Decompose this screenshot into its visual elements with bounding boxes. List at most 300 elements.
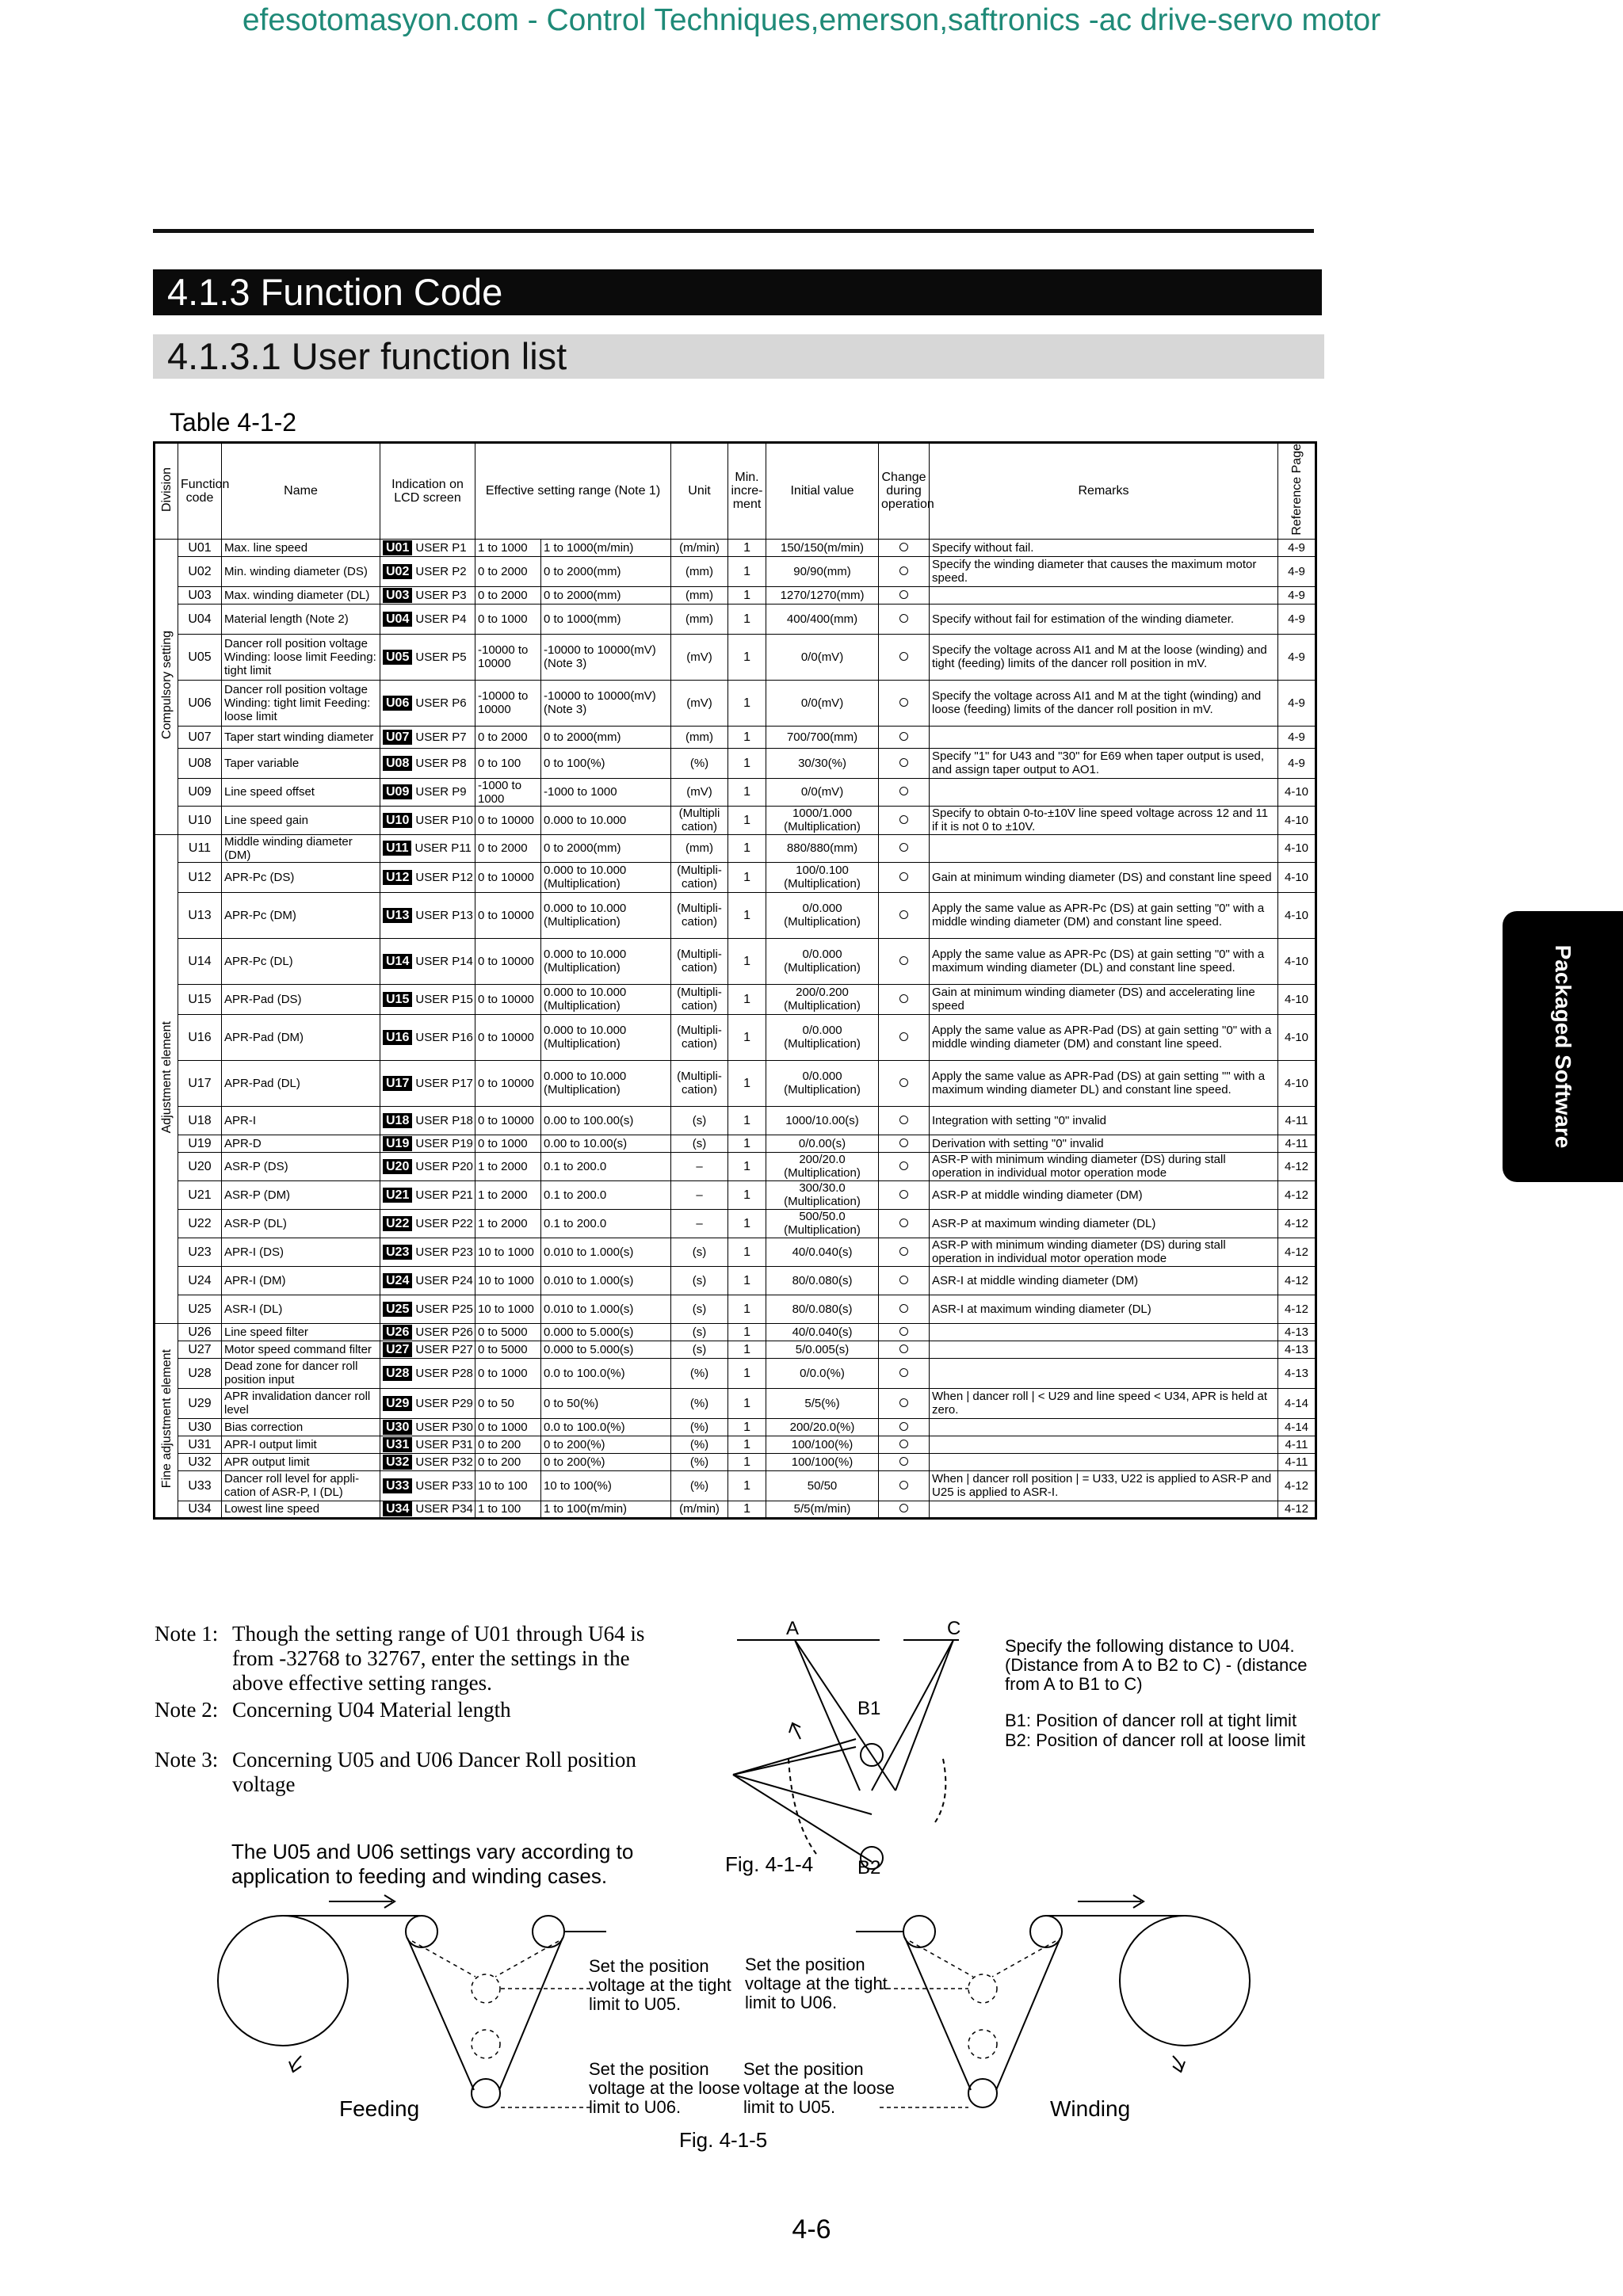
min-increment: 1 xyxy=(728,1341,766,1358)
lcd-indication xyxy=(380,1060,475,1106)
fig-4-1-4-diagram xyxy=(713,1616,1014,1878)
function-code: U24 xyxy=(178,1266,222,1295)
function-name: APR-Pad (DL) xyxy=(222,1060,380,1106)
change-during-operation xyxy=(879,1295,930,1323)
circle-mark-icon xyxy=(899,956,908,965)
remarks xyxy=(930,1323,1278,1341)
setting-range-raw: 10 to 1000 xyxy=(475,1295,541,1323)
function-code: U15 xyxy=(178,984,222,1014)
note1-text: Though the setting range of U01 through U64 is from -32768 to 32767, enter the settings in the above effective setting ranges. xyxy=(232,1622,645,1695)
table-row xyxy=(155,1341,1316,1358)
function-name: Lowest line speed xyxy=(222,1501,380,1518)
col-name: Name xyxy=(222,443,380,540)
circle-mark-icon xyxy=(899,994,908,1003)
min-increment: 1 xyxy=(728,1436,766,1453)
table-row xyxy=(155,604,1316,634)
circle-mark-icon xyxy=(899,843,908,852)
lcd-code-badge: U32 xyxy=(383,1455,412,1470)
reference-page: 4-10 xyxy=(1278,862,1316,892)
reference-page: 4-13 xyxy=(1278,1358,1316,1388)
lcd-code-badge: U31 xyxy=(383,1437,412,1452)
reference-page: 4-12 xyxy=(1278,1152,1316,1180)
lcd-text: USER P23 xyxy=(415,1245,473,1259)
change-during-operation xyxy=(879,984,930,1014)
initial-value: 0/0.000 (Multiplication) xyxy=(766,938,879,984)
fig5-tight-u05-note: Set the position voltage at the tight limit to U05. xyxy=(589,1956,731,2014)
setting-range-raw: 0 to 10000 xyxy=(475,892,541,938)
setting-range-display: 0.010 to 1.000(s) xyxy=(541,1266,671,1295)
setting-range-raw: 0 to 1000 xyxy=(475,1135,541,1152)
initial-value: 0/0.000 (Multiplication) xyxy=(766,892,879,938)
circle-mark-icon xyxy=(899,1398,908,1407)
reference-page: 4-13 xyxy=(1278,1323,1316,1341)
unit: (Multipli-cation) xyxy=(671,1014,728,1060)
change-during-operation xyxy=(879,586,930,604)
lcd-indication xyxy=(380,1418,475,1436)
remarks: Specify without fail. xyxy=(930,539,1278,556)
lcd-text: USER P18 xyxy=(415,1113,473,1127)
circle-mark-icon xyxy=(899,1138,908,1147)
table-row xyxy=(155,634,1316,680)
col-reference-page: Reference Page xyxy=(1278,443,1316,540)
min-increment: 1 xyxy=(728,892,766,938)
initial-value: 200/20.0 (Multiplication) xyxy=(766,1152,879,1180)
min-increment: 1 xyxy=(728,1014,766,1060)
min-increment: 1 xyxy=(728,1453,766,1470)
note1-label: Note 1: xyxy=(155,1622,219,1646)
lcd-code-badge: U24 xyxy=(383,1273,412,1288)
unit: (%) xyxy=(671,1388,728,1418)
min-increment: 1 xyxy=(728,862,766,892)
initial-value: 200/0.200 (Multiplication) xyxy=(766,984,879,1014)
unit: (Multipli-cation) xyxy=(671,938,728,984)
function-code: U02 xyxy=(178,556,222,586)
table-row xyxy=(155,778,1316,806)
setting-range-raw: -10000 to 10000 xyxy=(475,680,541,726)
table-row xyxy=(155,539,1316,556)
setting-range-display: 0.00 to 10.00(s) xyxy=(541,1135,671,1152)
setting-range-display: 0.1 to 200.0 xyxy=(541,1209,671,1238)
circle-mark-icon xyxy=(899,698,908,707)
col-change-during-operation: Change during operation xyxy=(879,443,930,540)
min-increment: 1 xyxy=(728,748,766,778)
remarks: Specify the voltage across AI1 and M at the tight (winding) and loose (feeding) limits of the dancer roll position in mV. xyxy=(930,680,1278,726)
setting-range-display: 0.1 to 200.0 xyxy=(541,1152,671,1180)
function-name: Middle winding diameter (DM) xyxy=(222,834,380,862)
division-fine-adjustment-element-label: Fine adjustment element xyxy=(159,1349,174,1489)
unit: (Multipli-cation) xyxy=(671,1060,728,1106)
remarks: Apply the same value as APR-Pad (DS) at gain setting "" with a maximum winding diameter DL) and constant line speed. xyxy=(930,1060,1278,1106)
initial-value: 1270/1270(mm) xyxy=(766,586,879,604)
remarks: Derivation with setting "0" invalid xyxy=(930,1135,1278,1152)
table-row xyxy=(155,1266,1316,1295)
lcd-code-badge: U10 xyxy=(383,813,412,828)
lcd-indication xyxy=(380,834,475,862)
min-increment: 1 xyxy=(728,634,766,680)
function-name: APR invalidation dancer roll level xyxy=(222,1388,380,1418)
min-increment: 1 xyxy=(728,1388,766,1418)
setting-range-display: 0 to 100(%) xyxy=(541,748,671,778)
unit: (s) xyxy=(671,1135,728,1152)
change-during-operation xyxy=(879,680,930,726)
header-rule xyxy=(153,229,1314,233)
page-number: 4-6 xyxy=(792,2214,831,2245)
remarks xyxy=(930,1341,1278,1358)
setting-range-display: -1000 to 1000 xyxy=(541,778,671,806)
lcd-indication xyxy=(380,1180,475,1209)
table-row xyxy=(155,862,1316,892)
min-increment: 1 xyxy=(728,1323,766,1341)
change-during-operation xyxy=(879,862,930,892)
lcd-code-badge: U12 xyxy=(383,870,412,885)
setting-range-raw: 0 to 200 xyxy=(475,1453,541,1470)
change-during-operation xyxy=(879,778,930,806)
setting-range-raw: 0 to 10000 xyxy=(475,984,541,1014)
unit: (s) xyxy=(671,1238,728,1266)
table-row xyxy=(155,1295,1316,1323)
table-row xyxy=(155,1106,1316,1135)
initial-value: 80/0.080(s) xyxy=(766,1295,879,1323)
lcd-text: USER P27 xyxy=(415,1342,473,1356)
min-increment: 1 xyxy=(728,938,766,984)
reference-page: 4-13 xyxy=(1278,1341,1316,1358)
circle-mark-icon xyxy=(899,910,908,919)
function-name: Taper start winding diameter xyxy=(222,726,380,748)
initial-value: 400/400(mm) xyxy=(766,604,879,634)
division-adjustment-element xyxy=(155,834,178,1323)
initial-value: 40/0.040(s) xyxy=(766,1323,879,1341)
setting-range-raw: -10000 to 10000 xyxy=(475,634,541,680)
reference-page: 4-10 xyxy=(1278,984,1316,1014)
lcd-indication xyxy=(380,778,475,806)
unit: (mm) xyxy=(671,604,728,634)
remarks: When | dancer roll | < U29 and line speed < U34, APR is held at zero. xyxy=(930,1388,1278,1418)
lcd-code-badge: U18 xyxy=(383,1113,412,1128)
initial-value: 30/30(%) xyxy=(766,748,879,778)
setting-range-raw: 10 to 1000 xyxy=(475,1266,541,1295)
setting-range-raw: 0 to 1000 xyxy=(475,604,541,634)
min-increment: 1 xyxy=(728,1358,766,1388)
setting-range-display: -10000 to 10000(mV) (Note 3) xyxy=(541,680,671,726)
reference-page: 4-10 xyxy=(1278,892,1316,938)
remarks: ASR-P with minimum winding diameter (DS) during stall operation in individual motor operation mode xyxy=(930,1152,1278,1180)
change-during-operation xyxy=(879,834,930,862)
min-increment: 1 xyxy=(728,1470,766,1501)
setting-range-raw: 0 to 5000 xyxy=(475,1323,541,1341)
table-row xyxy=(155,556,1316,586)
change-during-operation xyxy=(879,1323,930,1341)
lcd-text: USER P5 xyxy=(415,650,467,664)
lcd-text: USER P28 xyxy=(415,1366,473,1380)
col-remarks: Remarks xyxy=(930,443,1278,540)
lcd-indication xyxy=(380,1295,475,1323)
remarks: Specify to obtain 0-to-±10V line speed voltage across 12 and 11 if it is not 0 to ±10V. xyxy=(930,806,1278,834)
lcd-text: USER P34 xyxy=(415,1502,473,1516)
function-name: Material length (Note 2) xyxy=(222,604,380,634)
remarks xyxy=(930,726,1278,748)
fig4-label-a: A xyxy=(786,1618,800,1639)
circle-mark-icon xyxy=(899,787,908,795)
lcd-indication xyxy=(380,1135,475,1152)
change-during-operation xyxy=(879,1388,930,1418)
fig4-b2-description: B2: Position of dancer roll at loose limit xyxy=(1005,1730,1306,1750)
function-code: U34 xyxy=(178,1501,222,1518)
remarks xyxy=(930,1436,1278,1453)
setting-range-raw: 0 to 2000 xyxy=(475,556,541,586)
min-increment: 1 xyxy=(728,1060,766,1106)
setting-range-display: -10000 to 10000(mV) (Note 3) xyxy=(541,634,671,680)
change-during-operation xyxy=(879,806,930,834)
setting-range-display: 0.0 to 100.0(%) xyxy=(541,1358,671,1388)
lcd-indication xyxy=(380,604,475,634)
function-code: U26 xyxy=(178,1323,222,1341)
initial-value: 5/0.005(s) xyxy=(766,1341,879,1358)
lcd-code-badge: U04 xyxy=(383,612,412,627)
unit: (mm) xyxy=(671,834,728,862)
table-row xyxy=(155,892,1316,938)
setting-range-display: 10 to 100(%) xyxy=(541,1470,671,1501)
lcd-code-badge: U05 xyxy=(383,650,412,665)
circle-mark-icon xyxy=(899,1368,908,1377)
lcd-code-badge: U08 xyxy=(383,756,412,771)
setting-range-raw: 1 to 2000 xyxy=(475,1152,541,1180)
change-during-operation xyxy=(879,1358,930,1388)
unit: (s) xyxy=(671,1266,728,1295)
function-code: U28 xyxy=(178,1358,222,1388)
unit: – xyxy=(671,1152,728,1180)
setting-range-raw: 0 to 10000 xyxy=(475,1014,541,1060)
setting-range-raw: 1 to 100 xyxy=(475,1501,541,1518)
lcd-code-badge: U09 xyxy=(383,784,412,799)
table-row xyxy=(155,938,1316,984)
function-code: U33 xyxy=(178,1470,222,1501)
min-increment: 1 xyxy=(728,556,766,586)
table-row xyxy=(155,1470,1316,1501)
lcd-code-badge: U28 xyxy=(383,1366,412,1381)
lcd-code-badge: U22 xyxy=(383,1216,412,1231)
remarks: Gain at minimum winding diameter (DS) and accelerating line speed xyxy=(930,984,1278,1014)
setting-range-display: 0.010 to 1.000(s) xyxy=(541,1238,671,1266)
change-during-operation xyxy=(879,1180,930,1209)
remarks: ASR-I at maximum winding diameter (DL) xyxy=(930,1295,1278,1323)
table-row xyxy=(155,1501,1316,1518)
function-code: U10 xyxy=(178,806,222,834)
min-increment: 1 xyxy=(728,778,766,806)
division-compulsory-setting-label: Compulsory setting xyxy=(159,631,174,740)
lcd-indication xyxy=(380,1323,475,1341)
table-row xyxy=(155,984,1316,1014)
lcd-indication xyxy=(380,1436,475,1453)
lcd-indication xyxy=(380,1106,475,1135)
initial-value: 100/100(%) xyxy=(766,1453,879,1470)
lcd-text: USER P21 xyxy=(415,1188,473,1202)
change-during-operation xyxy=(879,1341,930,1358)
lcd-code-badge: U27 xyxy=(383,1342,412,1357)
initial-value: 0/0(mV) xyxy=(766,680,879,726)
circle-mark-icon xyxy=(899,732,908,741)
note2-label: Note 2: xyxy=(155,1698,219,1722)
min-increment: 1 xyxy=(728,1501,766,1518)
circle-mark-icon xyxy=(899,1161,908,1170)
change-during-operation xyxy=(879,1135,930,1152)
change-during-operation xyxy=(879,1436,930,1453)
circle-mark-icon xyxy=(899,614,908,623)
setting-range-raw: 0 to 10000 xyxy=(475,1060,541,1106)
function-code: U01 xyxy=(178,539,222,556)
lcd-indication xyxy=(380,680,475,726)
function-code: U19 xyxy=(178,1135,222,1152)
lcd-indication xyxy=(380,748,475,778)
change-during-operation xyxy=(879,726,930,748)
unit: (mV) xyxy=(671,634,728,680)
lcd-text: USER P2 xyxy=(415,564,467,578)
initial-value: 0/0(mV) xyxy=(766,634,879,680)
lcd-indication xyxy=(380,1341,475,1358)
lcd-text: USER P20 xyxy=(415,1159,473,1173)
circle-mark-icon xyxy=(899,872,908,881)
table-row xyxy=(155,586,1316,604)
setting-range-display: 0 to 200(%) xyxy=(541,1453,671,1470)
unit: (mV) xyxy=(671,680,728,726)
table-row xyxy=(155,1453,1316,1470)
lcd-code-badge: U15 xyxy=(383,992,412,1007)
col-unit: Unit xyxy=(671,443,728,540)
table-row xyxy=(155,1238,1316,1266)
lcd-text: USER P1 xyxy=(415,540,467,555)
function-name: APR-Pad (DS) xyxy=(222,984,380,1014)
setting-range-raw: 0 to 200 xyxy=(475,1436,541,1453)
function-name: Line speed filter xyxy=(222,1323,380,1341)
division-adjustment-element-label: Adjustment element xyxy=(159,1020,174,1134)
unit: (%) xyxy=(671,1358,728,1388)
lcd-code-badge: U21 xyxy=(383,1188,412,1203)
change-during-operation xyxy=(879,539,930,556)
lcd-indication xyxy=(380,1501,475,1518)
initial-value: 100/0.100 (Multiplication) xyxy=(766,862,879,892)
note3-text: Concerning U05 and U06 Dancer Roll position voltage xyxy=(232,1748,636,1796)
lcd-text: USER P11 xyxy=(414,841,472,856)
function-code: U08 xyxy=(178,748,222,778)
subsection-title: 4.1.3.1 User function list xyxy=(153,334,1324,379)
reference-page: 4-12 xyxy=(1278,1238,1316,1266)
reference-page: 4-11 xyxy=(1278,1106,1316,1135)
circle-mark-icon xyxy=(899,1457,908,1466)
lcd-indication xyxy=(380,1470,475,1501)
circle-mark-icon xyxy=(899,1422,908,1431)
lcd-code-badge: U16 xyxy=(383,1030,412,1045)
function-name: Motor speed command filter xyxy=(222,1341,380,1358)
circle-mark-icon xyxy=(899,1327,908,1336)
lcd-indication xyxy=(380,1014,475,1060)
change-during-operation xyxy=(879,938,930,984)
setting-range-display: 0 to 2000(mm) xyxy=(541,834,671,862)
fig5-caption: Fig. 4-1-5 xyxy=(679,2128,768,2152)
lcd-text: USER P15 xyxy=(415,992,473,1006)
initial-value: 1000/1.000 (Multiplication) xyxy=(766,806,879,834)
remarks: Gain at minimum winding diameter (DS) and constant line speed xyxy=(930,862,1278,892)
lcd-code-badge: U17 xyxy=(383,1076,412,1091)
change-during-operation xyxy=(879,1060,930,1106)
initial-value: 0/0.0(%) xyxy=(766,1358,879,1388)
unit: (s) xyxy=(671,1323,728,1341)
function-name: ASR-I (DL) xyxy=(222,1295,380,1323)
circle-mark-icon xyxy=(899,590,908,599)
circle-mark-icon xyxy=(899,543,908,551)
fig4-label-b1: B1 xyxy=(857,1698,881,1719)
min-increment: 1 xyxy=(728,1266,766,1295)
side-tab: Packaged Software xyxy=(1503,911,1623,1182)
change-during-operation xyxy=(879,1152,930,1180)
function-code: U21 xyxy=(178,1180,222,1209)
setting-range-raw: -1000 to 1000 xyxy=(475,778,541,806)
function-code: U09 xyxy=(178,778,222,806)
fig4-description: Specify the following distance to U04. (Distance from A to B2 to C) - (distance from A to B1 to C) xyxy=(1005,1636,1308,1694)
setting-range-display: 1 to 100(m/min) xyxy=(541,1501,671,1518)
table-row xyxy=(155,1418,1316,1436)
setting-range-display: 0.000 to 10.000 (Multiplication) xyxy=(541,862,671,892)
table-row xyxy=(155,1388,1316,1418)
min-increment: 1 xyxy=(728,539,766,556)
initial-value: 500/50.0 (Multiplication) xyxy=(766,1209,879,1238)
reference-page: 4-9 xyxy=(1278,586,1316,604)
col-indication: Indication on LCD screen xyxy=(380,443,475,540)
table-row xyxy=(155,1060,1316,1106)
lcd-text: USER P31 xyxy=(415,1437,473,1451)
function-code: U04 xyxy=(178,604,222,634)
setting-range-raw: 0 to 50 xyxy=(475,1388,541,1418)
min-increment: 1 xyxy=(728,604,766,634)
reference-page: 4-9 xyxy=(1278,726,1316,748)
lcd-text: USER P22 xyxy=(415,1216,473,1230)
division-compulsory-setting xyxy=(155,539,178,834)
change-during-operation xyxy=(879,892,930,938)
note2-text: Concerning U04 Material length xyxy=(232,1698,511,1722)
table-caption: Table 4-1-2 xyxy=(170,408,297,437)
min-increment: 1 xyxy=(728,586,766,604)
min-increment: 1 xyxy=(728,834,766,862)
lcd-code-badge: U29 xyxy=(383,1396,412,1411)
setting-range-raw: 0 to 10000 xyxy=(475,806,541,834)
lcd-text: USER P16 xyxy=(415,1030,473,1044)
setting-range-display: 0 to 2000(mm) xyxy=(541,726,671,748)
setting-range-raw: 0 to 10000 xyxy=(475,1106,541,1135)
function-name: Min. winding diameter (DS) xyxy=(222,556,380,586)
function-code: U03 xyxy=(178,586,222,604)
setting-range-raw: 0 to 2000 xyxy=(475,726,541,748)
lcd-indication xyxy=(380,892,475,938)
table-row xyxy=(155,1180,1316,1209)
lcd-code-badge: U33 xyxy=(383,1478,412,1493)
min-increment: 1 xyxy=(728,1418,766,1436)
setting-range-raw: 1 to 2000 xyxy=(475,1180,541,1209)
lcd-indication xyxy=(380,1266,475,1295)
initial-value: 1000/10.00(s) xyxy=(766,1106,879,1135)
min-increment: 1 xyxy=(728,1152,766,1180)
circle-mark-icon xyxy=(899,758,908,767)
setting-range-display: 0 to 1000(mm) xyxy=(541,604,671,634)
section-title: 4.1.3 Function Code xyxy=(153,269,1322,315)
remarks xyxy=(930,778,1278,806)
function-code: U11 xyxy=(178,834,222,862)
remarks: ASR-P at maximum winding diameter (DL) xyxy=(930,1209,1278,1238)
function-code: U07 xyxy=(178,726,222,748)
unit: (Multipli-cation) xyxy=(671,892,728,938)
function-name: APR output limit xyxy=(222,1453,380,1470)
reference-page: 4-9 xyxy=(1278,634,1316,680)
reference-page: 4-11 xyxy=(1278,1135,1316,1152)
lcd-text: USER P14 xyxy=(415,954,473,968)
function-code: U17 xyxy=(178,1060,222,1106)
